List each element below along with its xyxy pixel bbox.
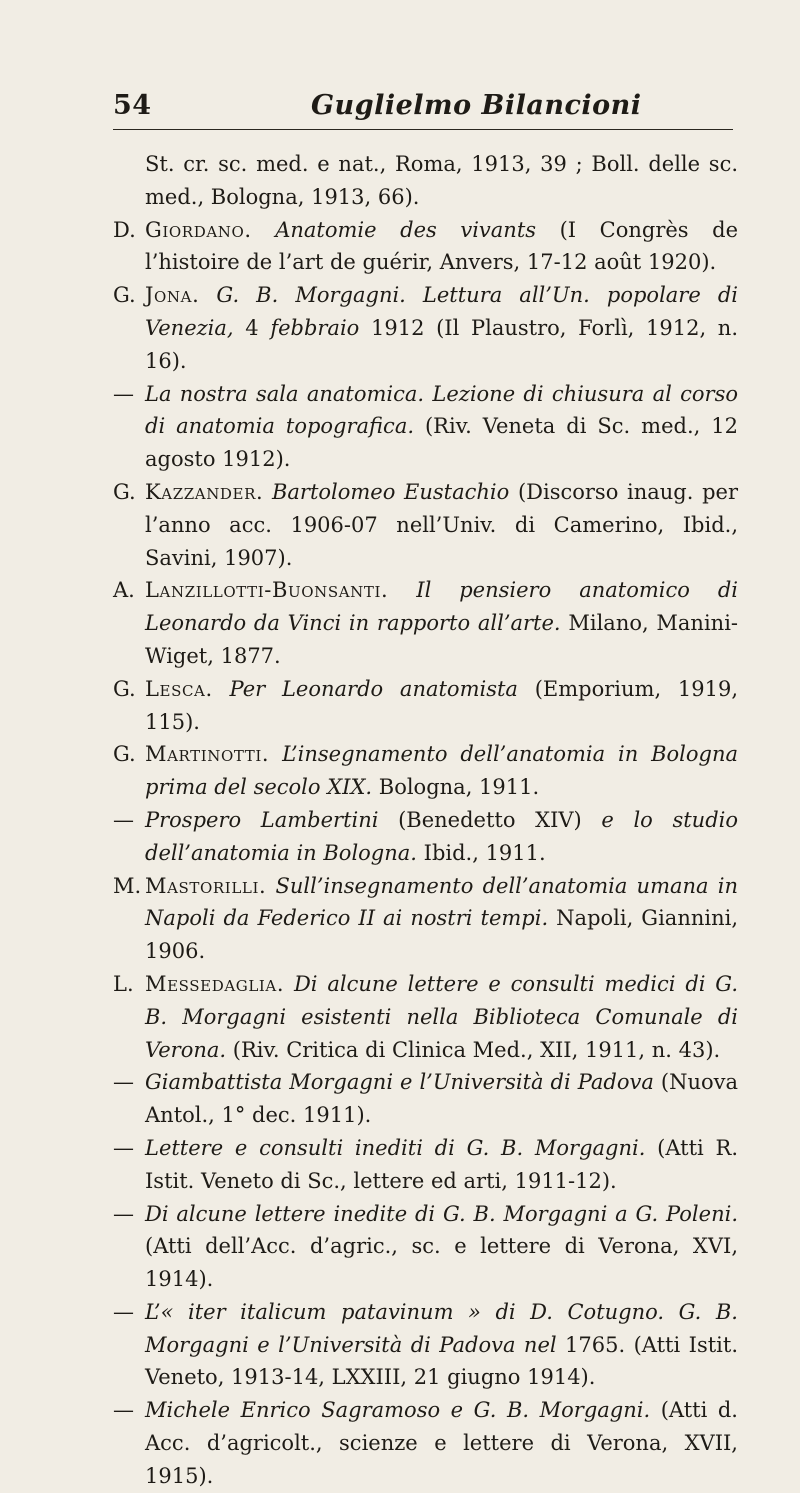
bibliography-entry: [113, 1394, 738, 1492]
header-rule: [113, 129, 733, 130]
entry-initial: —: [113, 1135, 134, 1160]
citation-text: Napoli, Giannini, 1906.: [145, 906, 739, 964]
work-title: Michele Enrico Sagramoso e G. B. Morgagni.: [145, 1398, 651, 1423]
work-title: di D. Cotugno. G. B. Morgagni e l’Università di Padova nel: [145, 1299, 738, 1357]
citation-text: [252, 218, 276, 242]
citation-text: Ibid., 1911.: [416, 840, 546, 865]
author-name: Martinotti.: [145, 742, 270, 767]
bibliography-entry: [113, 574, 738, 672]
entry-initial: D.: [113, 217, 136, 242]
entry-initial: M.: [113, 873, 142, 898]
entry-initial: G.: [113, 742, 136, 767]
bibliography-entry: [113, 1296, 738, 1394]
running-title: Guglielmo Bilancioni: [311, 90, 642, 121]
citation-text: [269, 742, 282, 766]
citation-text: (Discorso inaug. per l’anno acc. 1906-07 nell’Univ. di Camerino, Ibid., Savini, 1907).: [145, 479, 738, 570]
author-name: Lanzillotti-Buonsanti.: [145, 578, 389, 603]
work-title: L’« iter italicum patavinum »: [145, 1299, 481, 1324]
work-title: Giambattista Morgagni e l’Università di Padova: [145, 1070, 654, 1095]
work-title: Prospero Lambertini: [145, 807, 379, 832]
bibliography-entry: [113, 673, 738, 739]
citation-text: [481, 1300, 496, 1324]
bibliography-entry: [113, 870, 738, 968]
bibliography-entry: [113, 968, 738, 1066]
citation-text: [199, 283, 216, 307]
entry-initial: —: [113, 1201, 134, 1226]
citation-text: (Atti R. Istit. Veneto di Sc., lettere ed arti, 1911-12).: [145, 1135, 738, 1193]
work-title: e lo studio dell’anatomia in Bologna.: [145, 807, 738, 865]
citation-text: [284, 972, 294, 996]
citation-text: 1912 (Il Plaustro, Forlì, 1912, n. 16).: [145, 315, 738, 373]
work-title: Anatomie des vivants: [275, 217, 537, 242]
page-number: 54: [113, 90, 152, 121]
author-name: Lesca.: [145, 676, 213, 701]
work-title: Di alcune lettere e consulti medici di G. B. Morgagni esistenti nella Biblioteca Comunale di Verona.: [145, 971, 738, 1062]
entry-initial: —: [113, 807, 134, 832]
author-name: Kazzander.: [145, 479, 264, 504]
work-title: Per Leonardo anatomista: [229, 676, 518, 701]
bibliography-list: [113, 148, 738, 1493]
citation-text: [213, 677, 230, 701]
author-name: Messedaglia.: [145, 971, 285, 996]
work-title: L’insegnamento dell’anatomia in Bologna prima del secolo XIX.: [145, 742, 738, 800]
bibliography-entry: [113, 738, 738, 804]
entry-initial: —: [113, 381, 134, 406]
entry-initial: A.: [113, 578, 135, 603]
entry-initial: —: [113, 1070, 134, 1095]
work-title: G. B. Morgagni. Lettura all’Un. popolare di Venezia,: [145, 283, 738, 340]
entry-initial: L.: [113, 971, 134, 996]
citation-text: [263, 480, 272, 504]
citation-text: 4: [233, 315, 271, 340]
citation-text: (Riv. Veneta di Sc. med., 12 agosto 1912).: [145, 414, 738, 472]
citation-text: Bologna, 1911.: [372, 775, 540, 800]
citation-text: (Atti d. Acc. d’agricolt., scienze e lettere di Verona, XVII, 1915).: [145, 1398, 738, 1488]
work-title: Bartolomeo Eustachio: [271, 479, 510, 504]
work-title: Il pensiero anatomico di Leonardo da Vinci in rapporto all’arte.: [145, 578, 738, 636]
entry-initial: G.: [113, 479, 136, 504]
entry-initial: G.: [113, 676, 136, 701]
citation-text: 1765. (Atti Istit. Veneto, 1913-14, LXXIII, 21 giugno 1914).: [145, 1332, 738, 1390]
bibliography-entry: [113, 476, 738, 574]
bibliography-entry: [113, 279, 738, 377]
page-header: [113, 88, 733, 132]
work-title: Di alcune lettere inedite di G. B. Morgagni a G. Poleni.: [145, 1201, 738, 1226]
work-title: Lettere e consulti inediti di G. B. Morgagni.: [145, 1135, 646, 1160]
citation-text: (Riv. Critica di Clinica Med., XII, 1911, n. 43).: [226, 1037, 721, 1062]
bibliography-entry: [113, 148, 738, 214]
citation-text: (Emporium, 1919, 115).: [145, 676, 739, 734]
entry-initial: —: [113, 1299, 134, 1324]
bibliography-entry: [113, 1198, 738, 1296]
bibliography-entry: [113, 214, 738, 280]
bibliography-entry: [113, 1132, 738, 1198]
author-name: Mastorilli.: [145, 873, 267, 898]
citation-text: St. cr. sc. med. e nat., Roma, 1913, 39 ; Boll. delle sc. med., Bologna, 1913, 66).: [145, 152, 738, 209]
citation-text: Milano, Manini-Wiget, 1877.: [145, 611, 739, 668]
work-title: La nostra sala anatomica. Lezione di chiusura al corso di anatomia topografica.: [145, 381, 738, 439]
citation-text: (Atti dell’Acc. d’agric., sc. e lettere di Verona, XVI, 1914).: [145, 1234, 738, 1292]
citation-text: (I Congrès de l’histoire de l’art de guérir, Anvers, 17-12 août 1920).: [145, 217, 738, 275]
citation-text: (Benedetto XIV): [378, 807, 602, 832]
work-title: febbraio: [270, 315, 360, 340]
citation-text: (Nuova Antol., 1° dec. 1911).: [145, 1070, 739, 1128]
bibliography-entry: [113, 804, 738, 870]
work-title: Sull’insegnamento dell’anatomia umana in Napoli da Federico II ai nostri tempi.: [145, 873, 738, 931]
author-name: Giordano.: [145, 217, 252, 242]
bibliography-entry: [113, 1066, 738, 1132]
citation-text: [388, 578, 416, 602]
entry-initial: —: [113, 1398, 134, 1423]
bibliography-entry: [113, 378, 738, 476]
author-name: Jona.: [145, 283, 200, 308]
entry-initial: G.: [113, 283, 136, 308]
